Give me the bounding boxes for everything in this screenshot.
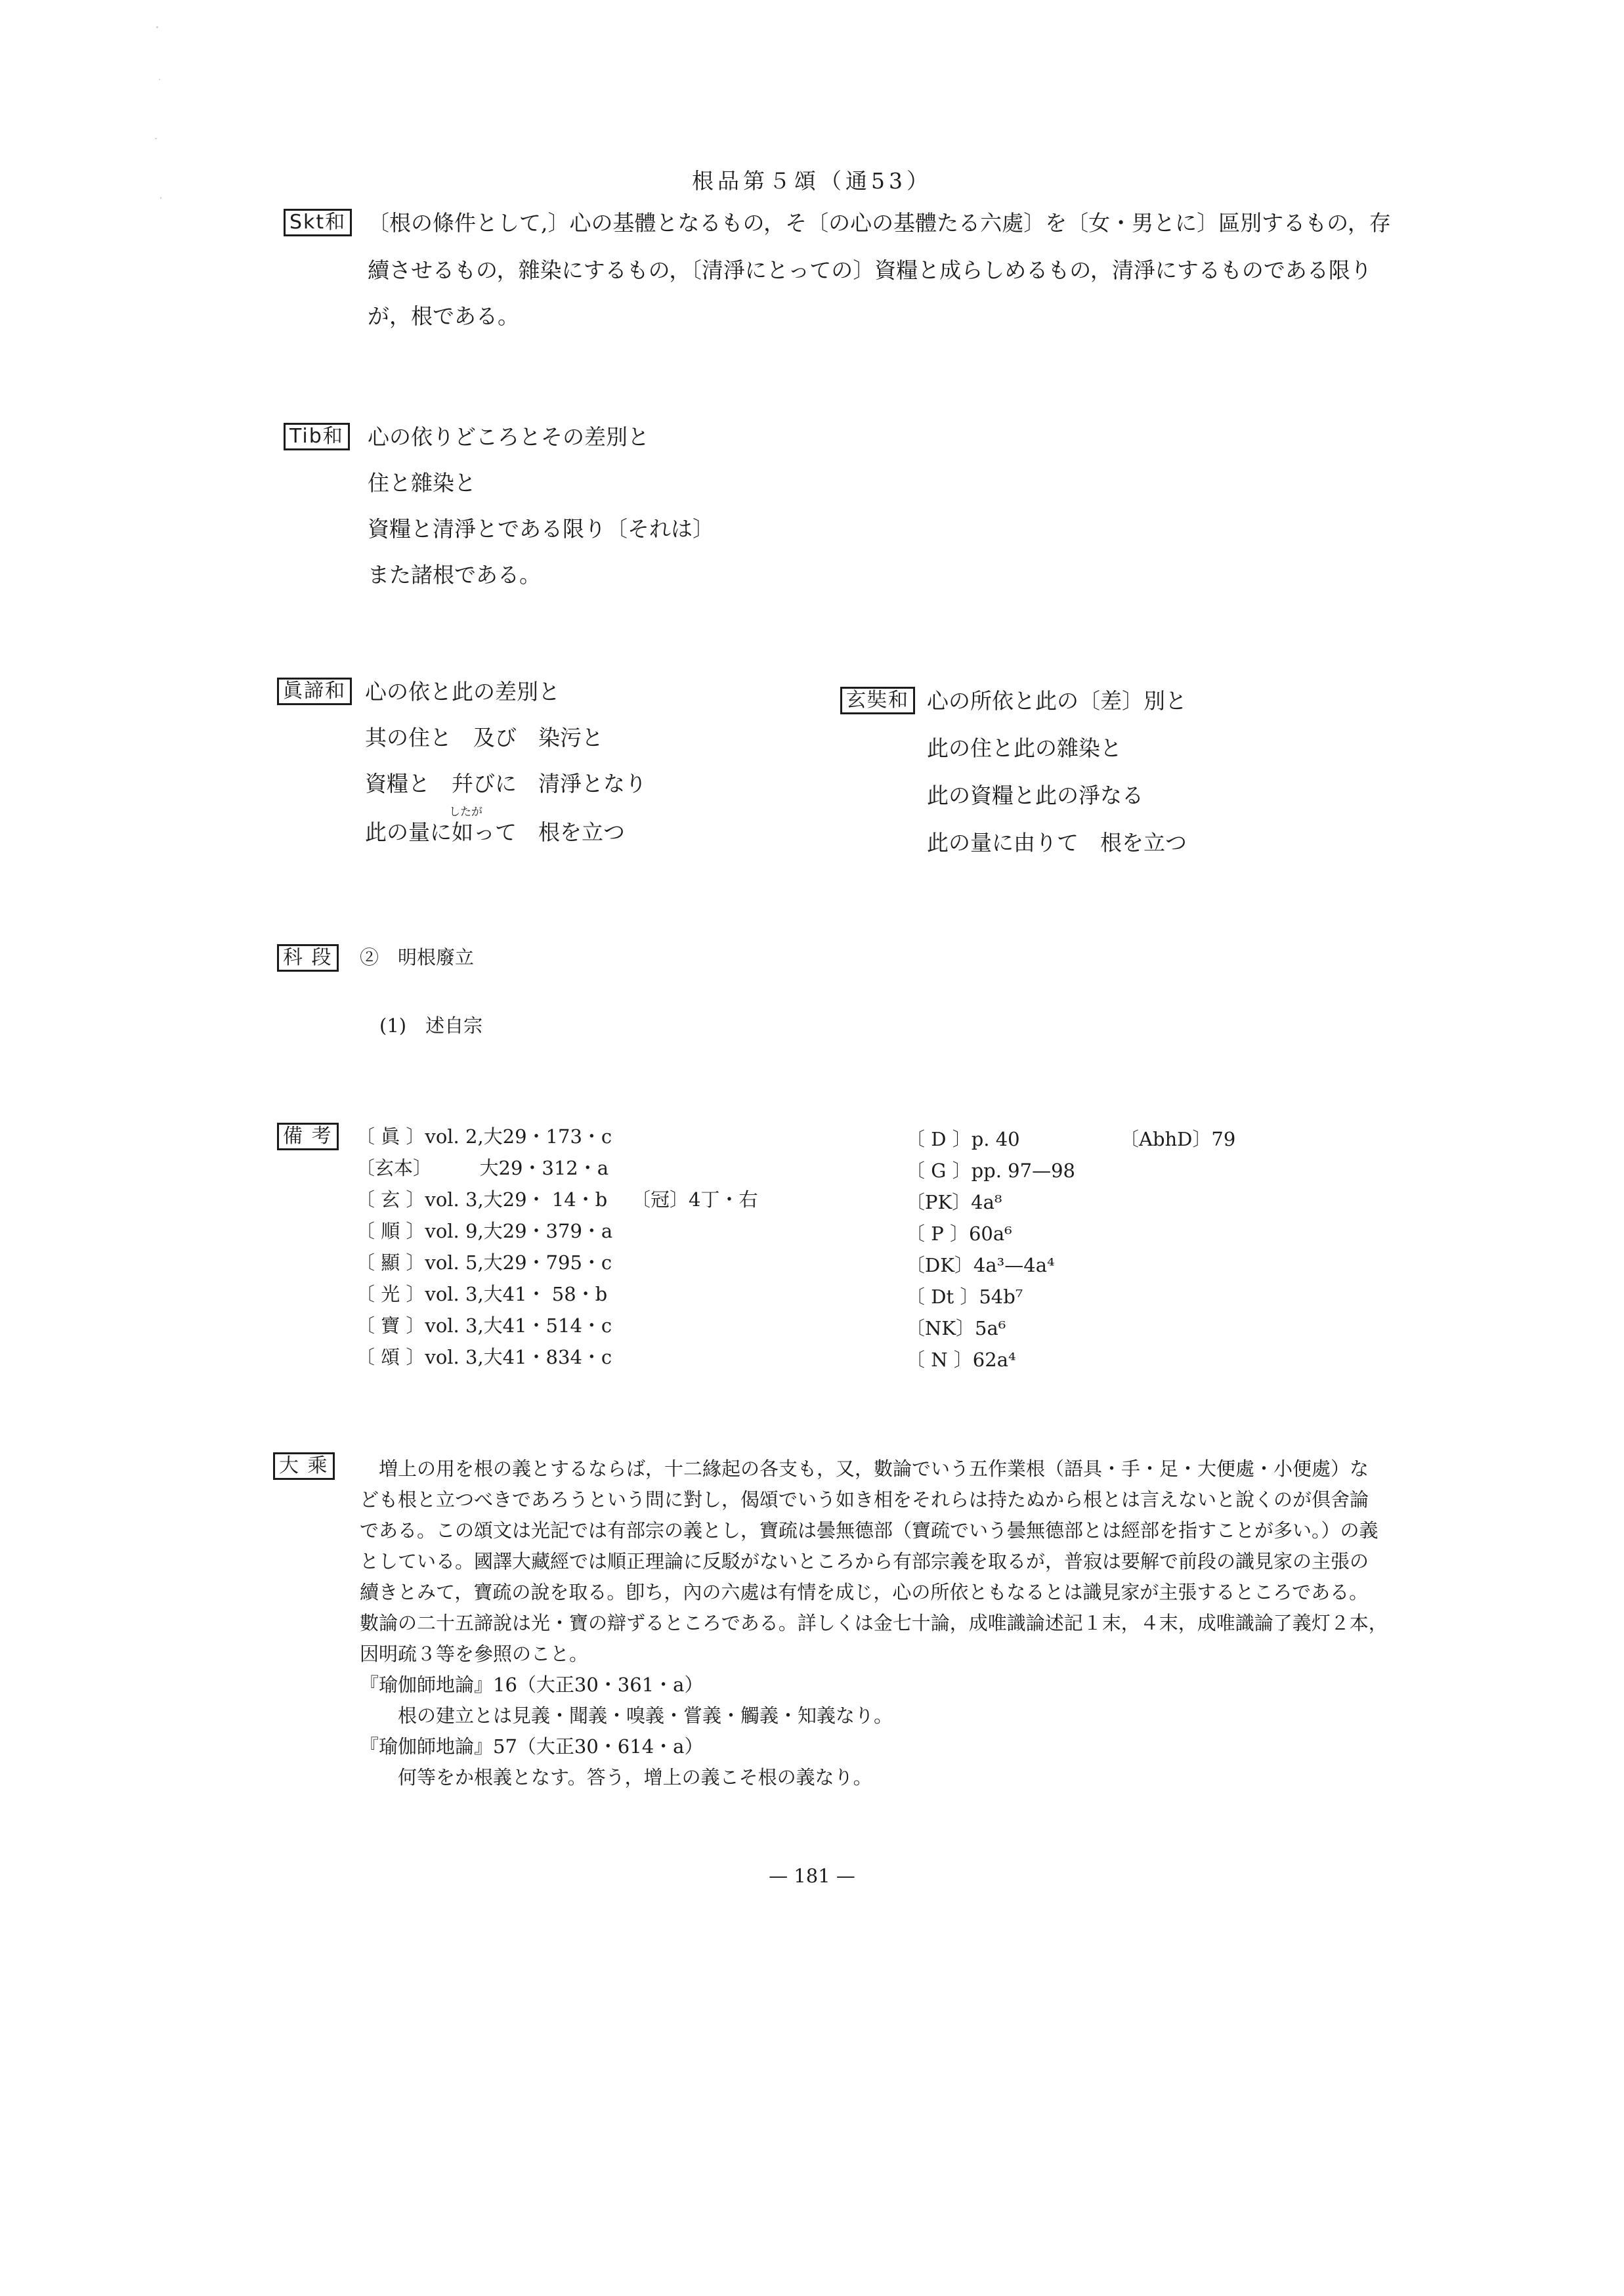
taijo-quote-2: 何等をか根義となす。答う，增上の義こそ根の義なり。 [360,1766,872,1788]
scan-speck [156,26,158,28]
tib-line-1: 心の依りどころとその差別と [368,424,649,450]
taijo-line-5: 續きとみて，寶疏の說を取る。卽ち，內の六處は有情を成じ，心の所依ともなるとは識見家が主張するところである。 [360,1581,1369,1603]
biko-left-2: 〔玄本〕 大29・312・a [356,1157,609,1179]
taijo-line-6: 數論の二十五諦說は光・寶の辯ずるところである。詳しくは金七十論，成唯識論述記１末，４末，成唯識論了義灯２本， [360,1612,1388,1634]
genjo-line-3: 此の資糧と此の淨なる [927,783,1143,808]
biko-left-7: 〔 寶 〕vol. 3,大41・514・c [356,1314,612,1337]
shintai-label: 眞諦和 [277,678,352,705]
biko-left-5: 〔 顯 〕vol. 5,大29・795・c [356,1251,612,1274]
shintai-line-3: 資糧と 幷びに 清淨となり [365,771,647,796]
taijo-citation-1: 『瑜伽師地論』16（大正30・361・a） [360,1674,704,1696]
shintai-line-4-post: って 根を立つ [473,819,625,845]
shintai-line-4-pre: 此の量に [365,819,452,845]
shintai-line-1: 心の依と此の差別と [365,679,560,704]
kadan-line-2: (1) 述自宗 [379,1014,483,1037]
tib-line-2: 住と雜染と [368,470,476,496]
biko-left-8: 〔 頌 〕vol. 3,大41・834・c [356,1346,612,1368]
biko-right-7: 〔NK〕5a⁶ [906,1317,1006,1339]
biko-right-1: 〔 D 〕p. 40 [906,1128,1020,1150]
biko-right-3: 〔PK〕4a⁸ [906,1191,1002,1213]
taijo-line-4: としている。國譯大藏經では順正理論に反駁がないところから有部宗義を取るが，普寂は要解で前段の識見家の主張の [360,1550,1369,1572]
page-number: — 181 — [769,1865,855,1887]
biko-right-8: 〔 N 〕62a⁴ [906,1349,1016,1371]
biko-left-4: 〔 順 〕vol. 9,大29・379・a [356,1220,613,1242]
genjo-line-4: 此の量に由りて 根を立つ [927,830,1187,856]
biko-left-3: 〔 玄 〕vol. 3,大29・ 14・b [356,1188,608,1211]
tib-line-4: また諸根である。 [368,562,541,588]
genjo-line-1: 心の所依と此の〔差〕別と [927,688,1187,714]
biko-kan-ref: 〔冠〕4丁・右 [631,1188,758,1211]
ruby-reading: したが [449,806,482,819]
genjo-label: 玄奘和 [840,687,915,714]
kadan-line-1: ② 明根廢立 [360,946,475,968]
biko-left-1: 〔 眞 〕vol. 2,大29・173・c [356,1125,612,1148]
scan-speck [159,79,160,80]
shintai-line-4 [365,806,625,846]
genjo-line-2: 此の住と此の雜染と [927,735,1122,761]
taijo-line-7: 因明疏３等を參照のこと。 [360,1643,589,1665]
tib-line-3: 資糧と清淨とである限り〔それは〕 [368,516,714,542]
taijo-line-3: である。この頌文は光記では有部宗の義とし，寶疏は曇無德部（寶疏でいう曇無德部とは經部を指すことが多い。）の義 [360,1519,1378,1542]
biko-right-4: 〔 P 〕60a⁶ [906,1223,1012,1245]
biko-left-6: 〔 光 〕vol. 3,大41・ 58・b [356,1283,608,1305]
taijo-citation-2: 『瑜伽師地論』57（大正30・614・a） [360,1735,704,1758]
biko-right-6: 〔 Dt 〕54b⁷ [906,1286,1023,1308]
ruby-word [449,806,482,846]
taijo-label: 大 乘 [273,1452,335,1480]
page-title: 根品第５頌（通53） [692,168,932,194]
skt-label: Skt和 [284,209,352,236]
scan-speck [155,138,157,139]
tib-label: Tib和 [284,423,350,450]
skt-line-3: が，根である。 [368,303,519,329]
ruby-base: 如 [452,819,473,845]
taijo-quote-1: 根の建立とは見義・聞義・嗅義・嘗義・觸義・知義なり。 [360,1704,893,1727]
taijo-line-2: ども根と立つべきであろうという問に對し，偈頌でいう如き相をそれらは持たぬから根とは言えないと說くのが倶舍論 [360,1488,1369,1511]
taijo-line-1: 増上の用を根の義とするならば，十二緣起の各支も，又，數論でいう五作業根（語具・手・足・大便處・小便處）な [360,1458,1369,1480]
biko-label: 備 考 [277,1123,339,1150]
biko-right-2: 〔 G 〕pp. 97—98 [906,1159,1075,1182]
shintai-line-2: 其の住と 及び 染污と [365,725,603,750]
skt-line-2: 續させるもの，雜染にするもの，〔清淨にとっての〕資糧と成らしめるもの，清淨にするものである限り [368,257,1372,283]
biko-right-5: 〔DK〕4a³—4a⁴ [906,1254,1055,1276]
biko-abhd: 〔AbhD〕79 [1120,1128,1236,1150]
kadan-label: 科 段 [277,944,339,972]
scan-speck [160,197,161,199]
skt-line-1: 〔根の條件として,〕心の基體となるもの，そ〔の心の基體たる六處〕を〔女・男とに〕區別するもの，存 [368,210,1391,236]
